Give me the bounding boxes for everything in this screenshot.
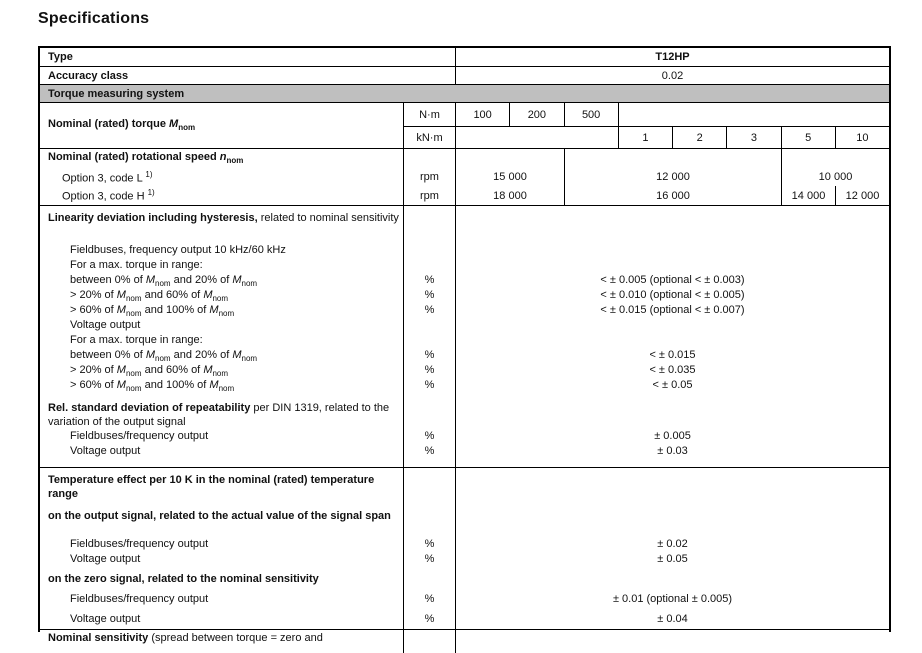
row-temperature-effect — [40, 467, 889, 629]
partial-unit-empty — [403, 630, 455, 653]
linearity-voltage-value-3: < ± 0.05 — [652, 379, 693, 391]
speed-option-l-label: Option 3, code L $^{1)}$ — [62, 169, 153, 185]
range-intro-2: For a max. torque in range: — [70, 334, 203, 346]
linearity-fieldbus-value-3: < ± 0.015 (optional < ± 0.007) — [600, 304, 745, 316]
row-nominal-torque — [40, 102, 889, 148]
specifications-table — [38, 46, 891, 644]
partial-value-empty — [455, 630, 889, 653]
temperature-zero-voltage-label: Voltage output — [70, 613, 141, 625]
temperature-span-title: on the output signal, related to the actual value of the signal span — [48, 510, 391, 522]
speed-unit-rpm-l: rpm — [403, 168, 455, 186]
repeatability-voltage-value: ± 0.03 — [657, 445, 688, 457]
unit-percent: % — [424, 304, 435, 316]
temperature-labels — [40, 468, 403, 631]
temperature-zero-fieldbus-label: Fieldbuses/frequency output — [70, 593, 209, 605]
unit-percent: % — [424, 538, 435, 550]
torque-value-200: 200 — [509, 103, 563, 126]
speed-l-group1: 15 000 — [455, 168, 564, 186]
linearity-voltage-line: Voltage output — [70, 319, 141, 331]
temperature-zero-voltage-value: ± 0.04 — [657, 613, 688, 625]
range-20-60-fieldbus: > 20% of $M_{nom}$ and 60% of $M_{nom}$ — [70, 289, 229, 304]
linearity-values — [455, 206, 889, 467]
torque-value-10: 10 — [835, 126, 889, 148]
temperature-span-voltage-value: ± 0.05 — [657, 553, 688, 565]
speed-b-empty — [564, 149, 781, 168]
row-linearity-repeatability — [40, 205, 889, 467]
range-60-100-voltage: > 60% of $M_{nom}$ and 100% of $M_{nom}$ — [70, 379, 235, 394]
repeatability-fieldbus-label: Fieldbuses/frequency output — [70, 430, 209, 442]
linearity-units — [403, 206, 455, 467]
speed-h-group1: 18 000 — [455, 186, 564, 205]
nominal-torque-label: Nominal (rated) torque $M_{nom}$ — [48, 118, 196, 133]
range-0-20-fieldbus: between 0% of $M_{nom}$ and 20% of $M_{nom}$ — [70, 274, 258, 289]
linearity-voltage-value-2: < ± 0.035 — [649, 364, 696, 376]
speed-a-empty — [455, 149, 564, 168]
row-accuracy-class — [40, 66, 889, 84]
torque-nm-empty — [618, 103, 889, 126]
temperature-zero-fieldbus-value: ± 0.01 (optional ± 0.005) — [612, 593, 733, 605]
type-label: Type — [48, 51, 73, 63]
type-value: T12HP — [455, 48, 889, 66]
accuracy-value: 0.02 — [455, 67, 889, 84]
speed-c-empty — [781, 149, 889, 168]
linearity-fieldbus-value-2: < ± 0.010 (optional < ± 0.005) — [600, 289, 745, 301]
torque-value-3: 3 — [726, 126, 780, 148]
unit-percent: % — [424, 379, 435, 391]
speed-h-5k: 14 000 — [791, 189, 826, 202]
range-intro-1: For a max. torque in range: — [70, 259, 203, 271]
page-title: Specifications — [38, 10, 150, 27]
unit-percent: % — [424, 289, 435, 301]
unit-percent: % — [424, 364, 435, 376]
unit-percent: % — [424, 430, 435, 442]
temperature-span-voltage-label: Voltage output — [70, 553, 141, 565]
speed-h-group3 — [781, 186, 889, 205]
speed-h-group2: 16 000 — [564, 186, 781, 205]
row-rotational-speed — [40, 148, 889, 205]
temperature-span-fieldbus-value: ± 0.02 — [657, 538, 688, 550]
torque-value-500: 500 — [564, 103, 618, 126]
speed-option-h-label: Option 3, code H $^{1)}$ — [62, 188, 155, 203]
linearity-fieldbus-value-1: < ± 0.005 (optional < ± 0.003) — [600, 274, 745, 286]
temperature-units — [403, 468, 455, 631]
range-20-60-voltage: > 20% of $M_{nom}$ and 60% of $M_{nom}$ — [70, 364, 229, 379]
torque-value-100: 100 — [455, 103, 509, 126]
temperature-title: Temperature effect per 10 K in the nominal (rated) temperature range — [48, 474, 375, 500]
speed-unit-empty — [403, 149, 455, 168]
unit-percent: % — [424, 445, 435, 457]
torque-value-2: 2 — [672, 126, 726, 148]
accuracy-label: Accuracy class — [48, 69, 129, 82]
unit-percent: % — [424, 349, 435, 361]
linearity-voltage-value-1: < ± 0.015 — [649, 349, 696, 361]
linearity-title: Linearity deviation including hysteresis, related to nominal sensitivity — [48, 212, 399, 224]
repeatability-voltage-label: Voltage output — [70, 445, 141, 457]
temperature-values — [455, 468, 889, 631]
torque-value-5: 5 — [781, 126, 835, 148]
unit-knm: kN·m — [403, 126, 455, 148]
unit-percent: % — [424, 553, 435, 565]
row-type — [40, 48, 889, 66]
unit-percent: % — [424, 593, 435, 605]
torque-value-1: 1 — [618, 126, 672, 148]
linearity-fieldbus-line: Fieldbuses, frequency output 10 kHz/60 kHz — [70, 244, 286, 256]
linearity-labels — [40, 206, 403, 467]
repeatability-title: Rel. standard deviation of repeatability per DIN 1319, related to the variation of the output signal — [48, 402, 390, 428]
range-60-100-fieldbus: > 60% of $M_{nom}$ and 100% of $M_{nom}$ — [70, 304, 235, 319]
nominal-sensitivity-label: Nominal sensitivity (spread between torque = zero and — [48, 632, 323, 644]
row-nominal-sensitivity-partial — [40, 629, 889, 653]
speed-h-10k: 12 000 — [835, 186, 889, 205]
temperature-zero-title: on the zero signal, related to the nominal sensitivity — [48, 573, 319, 585]
section-title: Torque measuring system — [40, 85, 889, 102]
section-header-torque-measuring-system — [40, 84, 889, 102]
range-0-20-voltage: between 0% of $M_{nom}$ and 20% of $M_{nom}$ — [70, 349, 258, 364]
temperature-span-fieldbus-label: Fieldbuses/frequency output — [70, 538, 209, 550]
unit-percent: % — [424, 613, 435, 625]
repeatability-fieldbus-value: ± 0.005 — [654, 430, 691, 442]
speed-l-group2: 12 000 — [564, 168, 781, 186]
speed-l-group3: 10 000 — [781, 168, 889, 186]
unit-nm: N·m — [403, 103, 455, 126]
speed-unit-rpm-h: rpm — [403, 186, 455, 205]
torque-knm-empty — [455, 126, 618, 148]
speed-title: Nominal (rated) rotational speed $n_{nom}$ — [48, 151, 244, 166]
unit-percent: % — [424, 274, 435, 286]
